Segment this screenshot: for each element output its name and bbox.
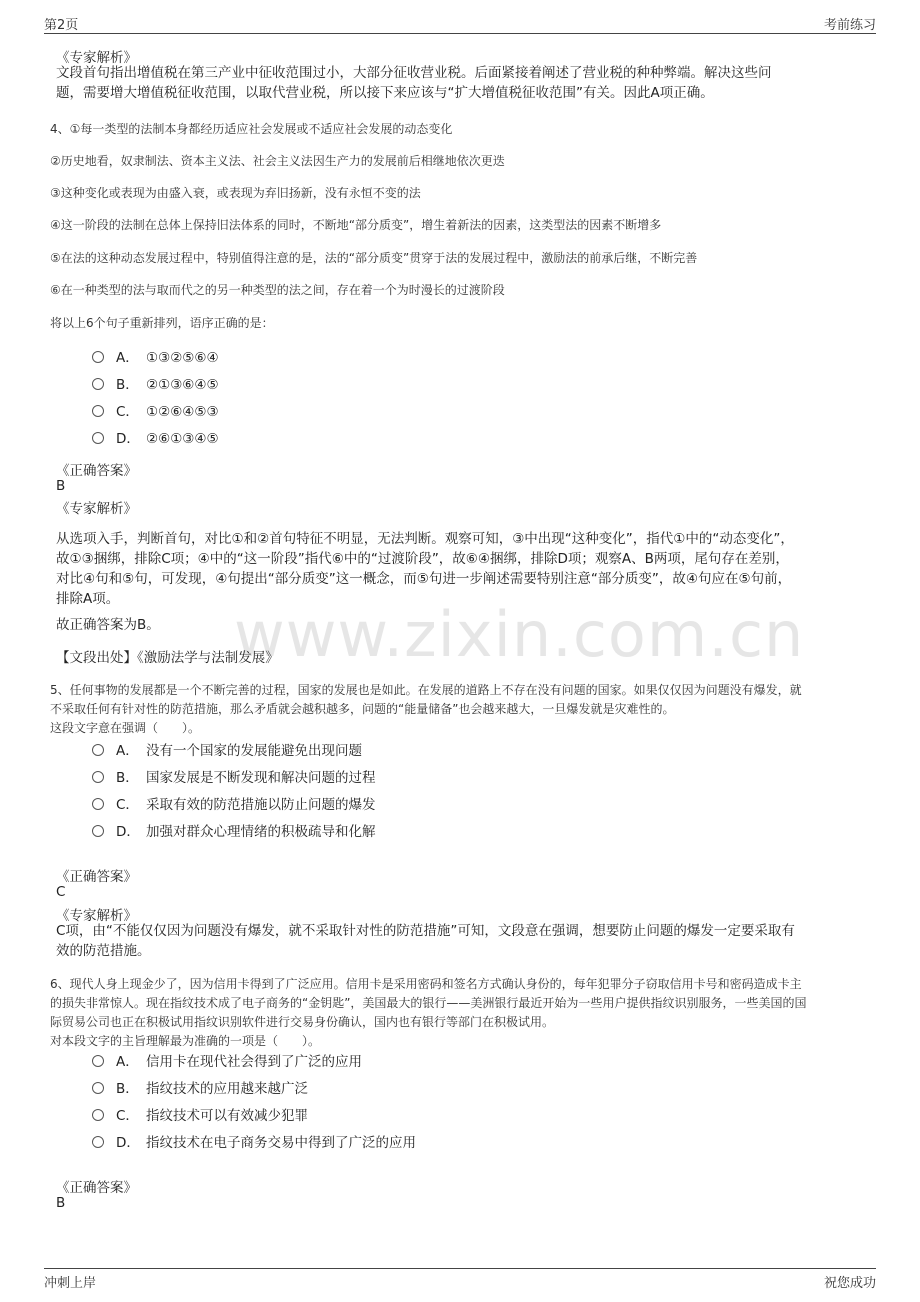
radio-icon[interactable] — [92, 771, 104, 783]
q4-source: 【文段出处】《激励法学与法制发展》 — [56, 650, 279, 666]
q6-stem-line: 际贸易公司也正在积极试用指纹识别软件进行交易身份确认，国内也有银行等部门在积极试用。 — [50, 1015, 555, 1029]
q4-analysis-line: 故①③捆绑，排除C项；④中的“这一阶段”指代⑥中的“过渡阶段”，故⑥④捆绑，排除D项；观察A、B两项，尾句存在差别， — [56, 551, 789, 567]
q4-stem-3: ③这种变化或表现为由盛入衰，或表现为弃旧扬新，没有永恒不变的法 — [50, 186, 421, 200]
q6-stem-line: 对本段文字的主旨理解最为准确的一项是（ ）。 — [50, 1034, 321, 1048]
q4-analysis-line: 排除A项。 — [56, 591, 120, 607]
q5-option-a[interactable]: A． 没有一个国家的发展能避免出现问题 — [92, 741, 362, 761]
q4-stem-5: ⑤在法的这种动态发展过程中，特别值得注意的是，法的“部分质变”贯穿于法的发展过程中，激励法的前承后继，不断完善 — [50, 251, 698, 265]
watermark: www.zixin.com.cn — [234, 598, 805, 671]
radio-icon[interactable] — [92, 1109, 104, 1121]
footer-right: 祝您成功 — [823, 1276, 876, 1291]
q3-analysis-line: 题，需要增大增值税征收范围，以取代营业税，所以接下来应该与“扩大增值税征收范围”有关。因此A项正确。 — [56, 85, 714, 101]
q4-analysis-line: 对比④句和⑤句，可发现，④句提出“部分质变”这一概念，而⑤句进一步阐述需要特别注意“部分质变”，故④句应在⑤句前， — [56, 571, 792, 587]
q5-option-d[interactable]: D． 加强对群众心理情绪的积极疏导和化解 — [92, 822, 376, 842]
q5-stem — [50, 681, 880, 738]
radio-icon[interactable] — [92, 351, 104, 363]
q3-analysis — [56, 63, 866, 103]
q4-answer: B — [56, 478, 66, 494]
radio-icon[interactable] — [92, 432, 104, 444]
q5-answer: C — [56, 884, 66, 900]
q4-analysis-line: 从选项入手，判断首句，对比①和②首句特征不明显，无法判断。观察可知，③中出现“这种变化”，指代①中的“动态变化”， — [56, 531, 794, 547]
q5-analysis-line: C项，由“不能仅仅因为问题没有爆发，就不采取针对性的防范措施”可知，文段意在强调，想要防止问题的爆发一定要采取有 — [56, 923, 795, 939]
radio-icon[interactable] — [92, 744, 104, 756]
q4-question: 将以上6个句子重新排列，语序正确的是： — [50, 316, 274, 330]
q6-option-a[interactable]: A． 信用卡在现代社会得到了广泛的应用 — [92, 1052, 362, 1072]
q4-analysis — [56, 529, 876, 609]
q5-stem-line: 不采取任何有针对性的防范措施，那么矛盾就会越积越多，问题的“能量储备”也会越来越大，一旦爆发就是灾难性的。 — [50, 702, 675, 716]
q6-option-b[interactable]: B． 指纹技术的应用越来越广泛 — [92, 1079, 308, 1099]
q5-analysis-line: 效的防范措施。 — [56, 943, 151, 959]
q4-stem-6: ⑥在一种类型的法与取而代之的另一种类型的法之间，存在着一个为时漫长的过渡阶段 — [50, 283, 505, 297]
q4-option-a[interactable]: A． ①③②⑤⑥④ — [92, 348, 219, 368]
radio-icon[interactable] — [92, 1055, 104, 1067]
q4-analysis-title: 《专家解析》 — [56, 501, 137, 517]
q4-option-b[interactable]: B． ②①③⑥④⑤ — [92, 375, 219, 395]
q6-stem-line: 6、现代人身上现金少了，因为信用卡得到了广泛应用。信用卡是采用密码和签名方式确认身份的，每年犯罪分子窃取信用卡号和密码造成卡主 — [50, 977, 802, 991]
q6-stem-line: 的损失非常惊人。现在指纹技术成了电子商务的“金钥匙”，美国最大的银行——美洲银行最近开始为一些用户提供指纹识别服务，一些美国的国 — [50, 996, 807, 1010]
q4-stem-1: 4、①每一类型的法制本身都经历适应社会发展或不适应社会发展的动态变化 — [50, 122, 453, 136]
q4-option-c[interactable]: C． ①②⑥④⑤③ — [92, 402, 219, 422]
q4-option-d[interactable]: D． ②⑥①③④⑤ — [92, 429, 219, 449]
q3-analysis-title: 《专家解析》 — [56, 50, 137, 66]
q5-option-c[interactable]: C． 采取有效的防范措施以防止问题的爆发 — [92, 795, 376, 815]
header-page-number: 第2页 — [44, 18, 79, 33]
q4-conclusion: 故正确答案为B。 — [56, 617, 160, 633]
q5-stem-line: 5、任何事物的发展都是一个不断完善的过程，国家的发展也是如此。在发展的道路上不存在没有问题的国家。如果仅仅因为问题没有爆发，就 — [50, 683, 802, 697]
radio-icon[interactable] — [92, 1136, 104, 1148]
radio-icon[interactable] — [92, 825, 104, 837]
q6-stem — [50, 975, 880, 1051]
footer-divider — [44, 1268, 876, 1269]
q4-answer-title: 《正确答案》 — [56, 463, 137, 479]
q3-analysis-line: 文段首句指出增值税在第三产业中征收范围过小，大部分征收营业税。后面紧接着阐述了营业税的种种弊端。解决这些问 — [56, 65, 772, 81]
radio-icon[interactable] — [92, 378, 104, 390]
q5-analysis — [56, 921, 876, 961]
q6-option-d[interactable]: D． 指纹技术在电子商务交易中得到了广泛的应用 — [92, 1133, 416, 1153]
footer-left: 冲刺上岸 — [44, 1276, 97, 1291]
q5-analysis-title: 《专家解析》 — [56, 908, 137, 924]
q5-answer-title: 《正确答案》 — [56, 869, 137, 885]
q5-option-b[interactable]: B． 国家发展是不断发现和解决问题的过程 — [92, 768, 376, 788]
header-title: 考前练习 — [823, 18, 876, 33]
radio-icon[interactable] — [92, 798, 104, 810]
q5-stem-line: 这段文字意在强调（ ）。 — [50, 721, 201, 735]
header-divider — [44, 33, 876, 34]
q4-stem-2: ②历史地看，奴隶制法、资本主义法、社会主义法因生产力的发展前后相继地依次更迭 — [50, 154, 505, 168]
q6-answer-title: 《正确答案》 — [56, 1180, 137, 1196]
radio-icon[interactable] — [92, 405, 104, 417]
q4-stem-4: ④这一阶段的法制在总体上保持旧法体系的同时，不断地“部分质变”，增生着新法的因素，这类型法的因素不断增多 — [50, 218, 662, 232]
q6-answer: B — [56, 1195, 66, 1211]
q6-option-c[interactable]: C． 指纹技术可以有效减少犯罪 — [92, 1106, 308, 1126]
radio-icon[interactable] — [92, 1082, 104, 1094]
